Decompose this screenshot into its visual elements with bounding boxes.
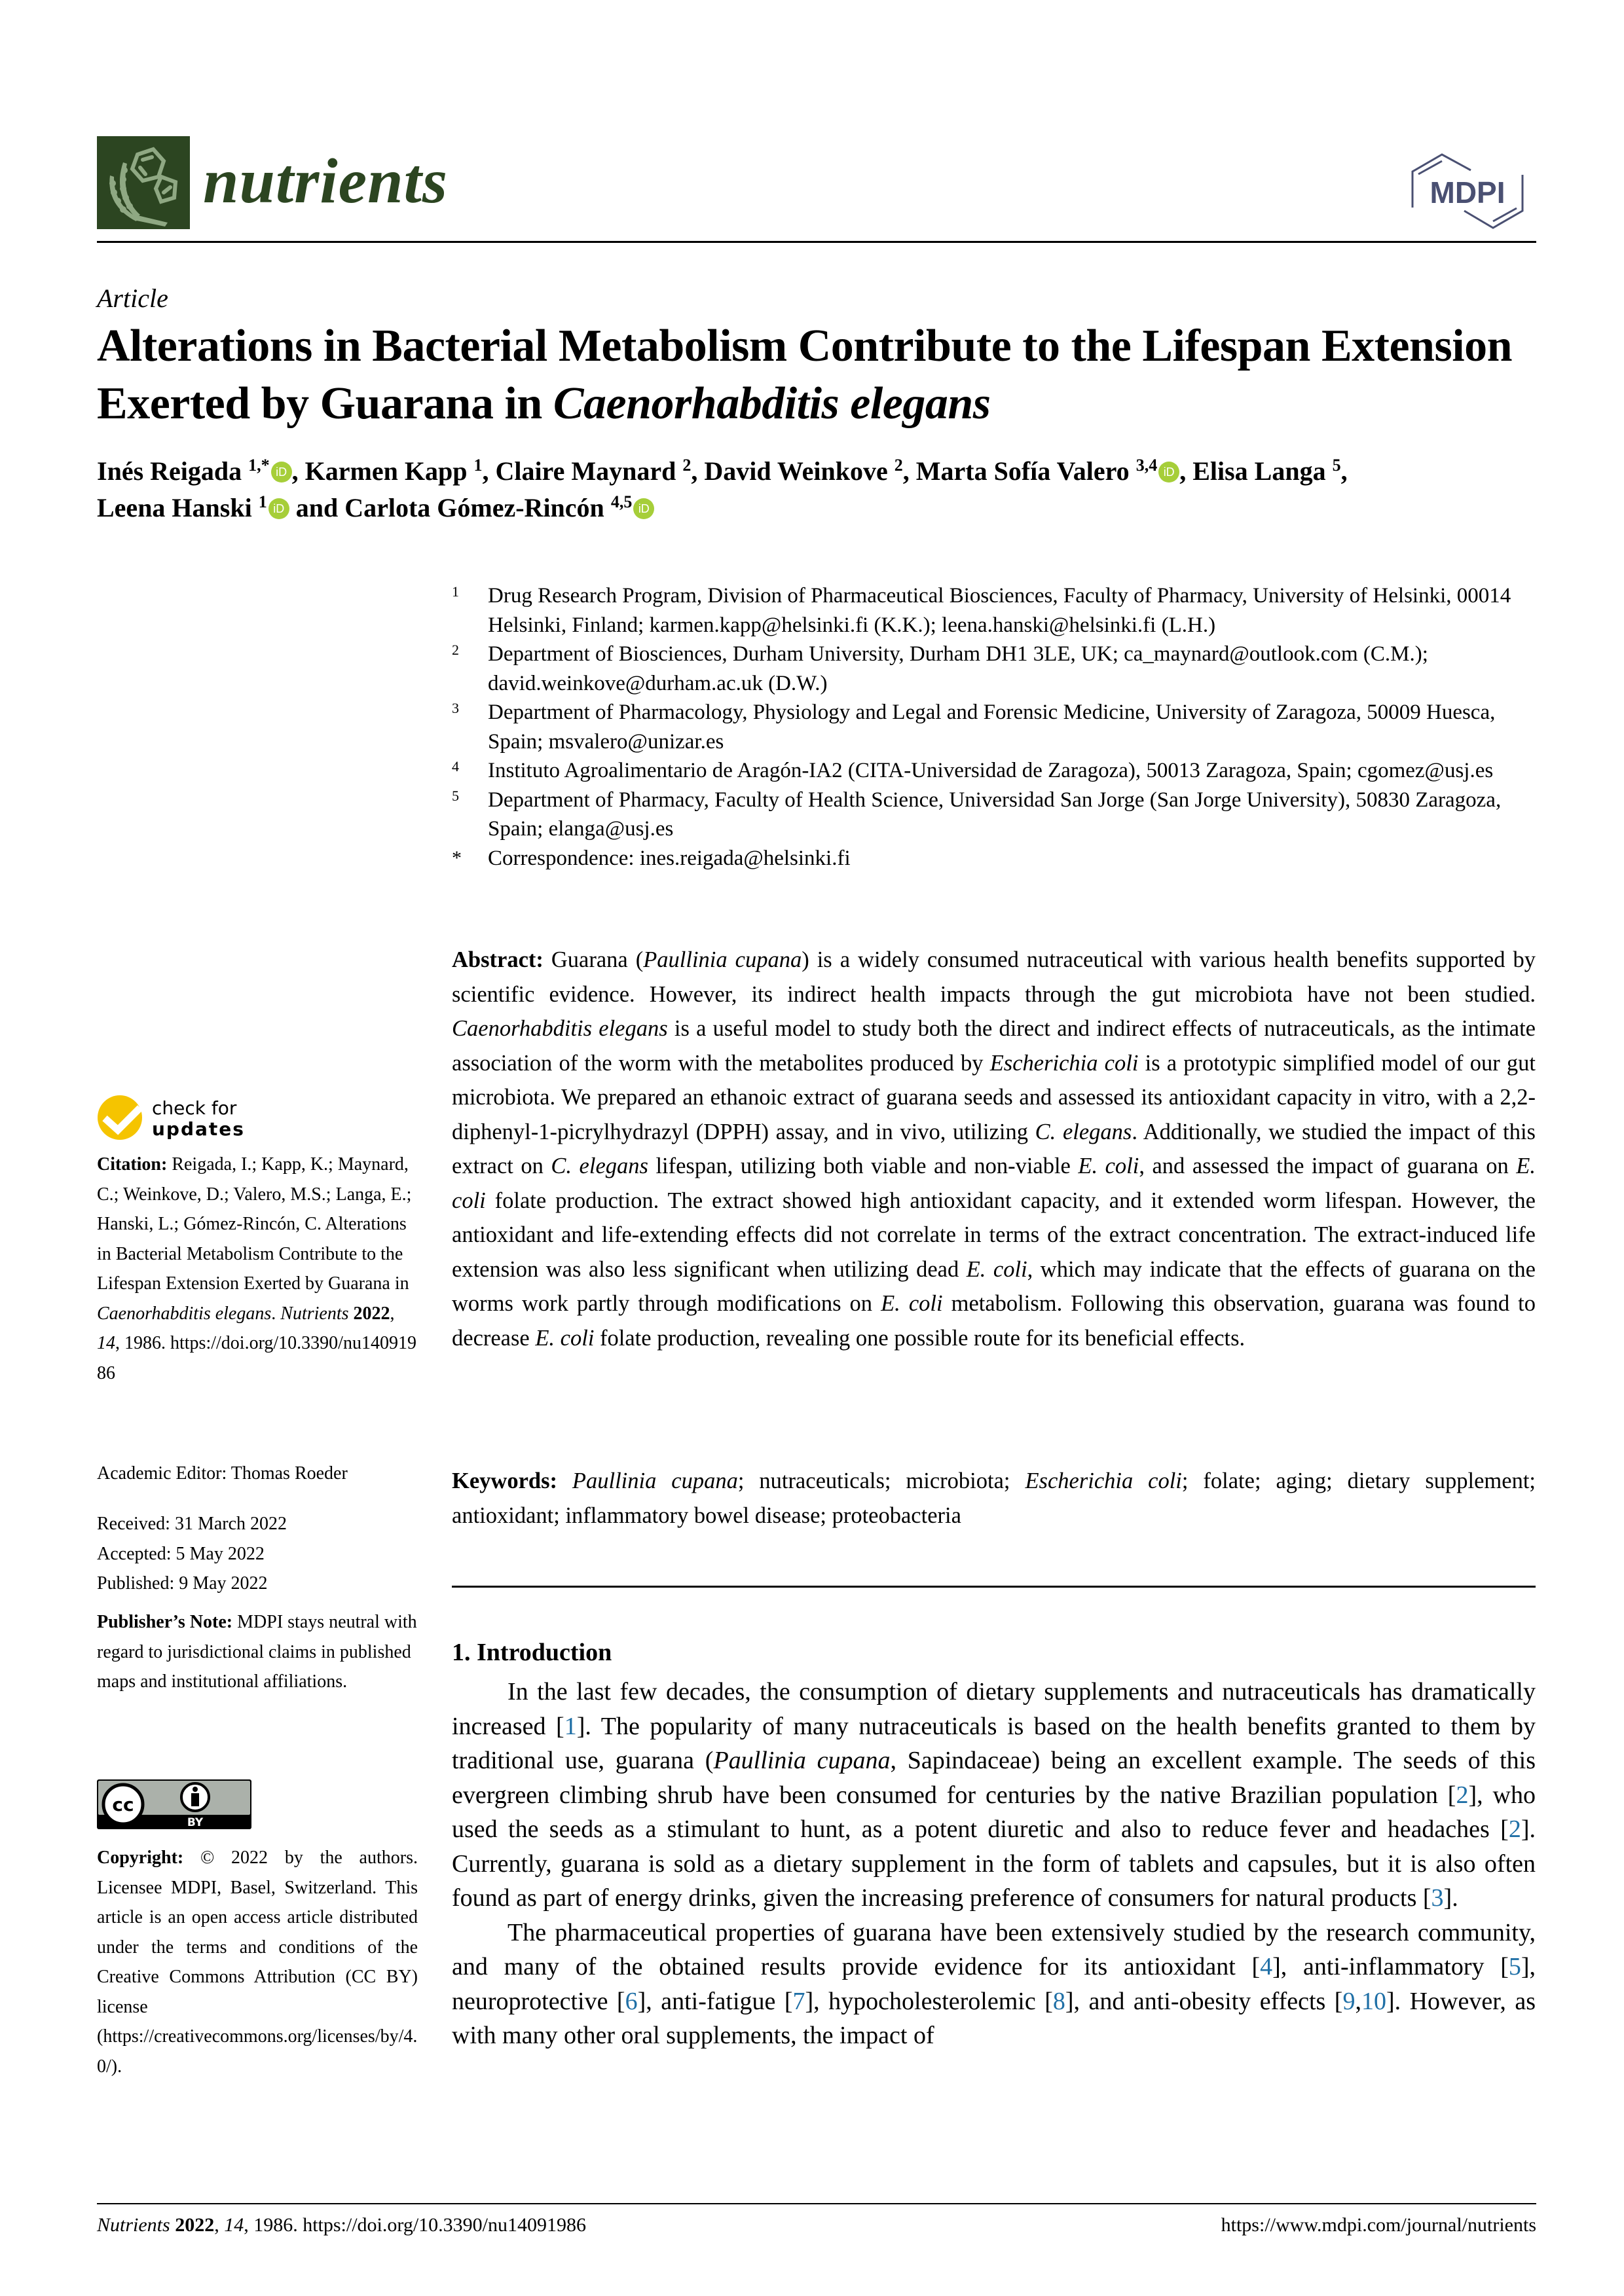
footer-divider: [97, 2203, 1536, 2204]
reference-link[interactable]: 7: [792, 1987, 805, 2015]
author-affil: 1: [258, 492, 267, 511]
introduction-paragraph: In the last few decades, the consumption of dietary supplements and nutraceuticals has dramatically increased [1]. The popularity of many nutraceuticals is based on the health benefits granted to them by traditional use, guarana (Paullinia cupana, Sapindaceae) being an excellent example. The seeds of this evergreen climbing shrub have been consumed for centuries by the native Brazilian population [2], who used the seeds as a stimulant to hunt, as a potent diuretic and also to reduce fever and headaches [2]. Currently, guarana is sold as a dietary supplement in the form of tablets and capsules, but it is also often found as part of energy drinks, given the increasing preference of consumers for natural products [3].: [452, 1678, 1536, 1912]
cc-by-license-badge[interactable]: [97, 1779, 251, 1829]
author-list: Inés Reigada $^{1,*}$ iD , Karmen Kapp $^1$, Claire Maynard $^2$, David Weinkove $^2$, Marta Sofía Valero $^{3,4}$ iD , Elisa Langa $^5$, Leena Hanski $^1$ iD and Carlota Gómez-Rincón $^{4,5}$ iD: [97, 456, 1348, 522]
attribution-person-icon: [181, 1783, 209, 1811]
italic-term: C. elegans: [551, 1154, 648, 1178]
affiliation-text: Instituto Agroalimentario de Aragón-IA2 (CITA-Universidad de Zaragoza), 50013 Zaragoza, Spain; cgomez@usj.es: [488, 759, 1494, 782]
journal-name: nutrients: [203, 146, 448, 217]
reference-link[interactable]: 1: [564, 1712, 577, 1740]
reference-link[interactable]: 9: [1342, 1987, 1356, 2015]
copyright-label: Copyright:: [97, 1848, 184, 1868]
affiliation-item: [452, 698, 1539, 756]
citation-species: Caenorhabditis elegans: [97, 1303, 272, 1324]
academic-editor: Academic Editor: Thomas Roeder: [97, 1463, 348, 1484]
published-date: Published: 9 May 2022: [97, 1573, 268, 1594]
affiliation-item: [452, 786, 1539, 844]
received-date: Received: 31 March 2022: [97, 1514, 287, 1534]
mdpi-logo-text: MDPI: [1430, 175, 1505, 210]
keywords-text: Paullinia cupana; nutraceuticals; microbiota; Escherichia coli; folate; aging; dietary supplement; antioxidant; inflammatory bowel disease; proteobacteria: [452, 1468, 1536, 1528]
introduction-paragraph: The pharmaceutical properties of guarana have been extensively studied by the research community, and many of the obtained results provide evidence for its antioxidant [4], anti-inflammatory [5], neuroprotective [6], anti-fatigue [7], hypocholesterolemic [8], and anti-obesity effects [9,10]. However, as with many other oral supplements, the impact of: [452, 1918, 1536, 2049]
cc-icon: [103, 1785, 143, 1824]
mdpi-hexagon-icon: [1408, 152, 1526, 230]
introduction-body: [452, 1675, 1536, 2053]
author-name[interactable]: Marta Sofía Valero: [915, 456, 1130, 486]
citation-doi-link[interactable]: https://doi.org/10.3390/nu14091986: [97, 1333, 416, 1383]
citation-block: Citation: Reigada, I.; Kapp, K.; Maynard, C.; Weinkove, D.; Valero, M.S.; Langa, E.; Hanski, L.; Gómez-Rincón, C. Alterations in Bacterial Metabolism Contribute to the Lifespan Extension Exerted by Guarana in Caenorhabditis elegans. Nutrients 2022, 14, 1986. https://doi.org/10.3390/nu14091986: [97, 1154, 416, 1383]
affiliations: [452, 581, 1539, 873]
author-affil: 1,*: [248, 456, 270, 475]
reference-link[interactable]: 10: [1361, 1987, 1386, 2015]
copyright-text: © 2022 by the authors. Licensee MDPI, Basel, Switzerland. This article is an open access article distributed under the terms and conditions of the Creative Commons Attribution (CC BY) license (https://creativecommons.org/licenses/by/4.0/).: [97, 1848, 418, 2077]
italic-term: Escherichia coli: [1025, 1468, 1182, 1493]
title-species: Caenorhabditis elegans: [553, 378, 991, 429]
italic-term: Caenorhabditis elegans: [452, 1016, 668, 1041]
author-name[interactable]: Elisa Langa: [1192, 456, 1326, 486]
publisher-note: [97, 1607, 418, 1697]
article-title: [97, 318, 1538, 433]
reference-link[interactable]: 5: [1508, 1953, 1521, 1980]
journal-logo: [97, 136, 190, 229]
section-heading-introduction: 1. Introduction: [452, 1639, 612, 1666]
italic-term: Paullinia cupana: [643, 947, 802, 972]
affiliation-number: *: [452, 847, 462, 869]
affiliation-number: 5: [452, 787, 459, 804]
footer-journal: Nutrients: [97, 2214, 170, 2236]
publisher-note-label: Publisher’s Note:: [97, 1612, 233, 1632]
author-connector: and: [295, 493, 339, 522]
keywords: [452, 1464, 1536, 1533]
citation-year: 2022: [353, 1303, 390, 1324]
wheat-molecule-icon: [97, 136, 190, 229]
affiliation-number: 1: [452, 583, 459, 600]
affiliation-number: 4: [452, 758, 459, 774]
mdpi-logo: [1408, 152, 1526, 230]
affiliation-item: [452, 640, 1539, 698]
affiliation-text: Department of Pharmacology, Physiology and Legal and Forensic Medicine, University of Zaragoza, 50009 Huesca, Spain; msvalero@unizar.es: [488, 701, 1496, 754]
affiliation-number: 2: [452, 642, 459, 658]
check-for-updates-button[interactable]: [97, 1095, 280, 1140]
header-divider: [97, 241, 1536, 243]
abstract: [452, 943, 1536, 1355]
citation-label: Citation:: [97, 1154, 168, 1175]
check-for-label: check for: [152, 1097, 237, 1119]
reference-link[interactable]: 3: [1431, 1884, 1444, 1912]
by-label: BY: [187, 1816, 204, 1829]
footer-year: 2022: [175, 2214, 215, 2236]
italic-term: Paullinia cupana: [713, 1747, 891, 1774]
accepted-date: Accepted: 5 May 2022: [97, 1543, 265, 1564]
citation-punct: .: [271, 1303, 281, 1324]
publication-dates: [97, 1509, 418, 1599]
italic-term: E. coli: [881, 1291, 943, 1316]
orcid-icon[interactable]: iD: [268, 498, 289, 519]
author-affil: 3,4: [1135, 456, 1158, 475]
publisher-note-text: MDPI stays neutral with regard to jurisdictional claims in published maps and institutional affiliations.: [97, 1612, 417, 1692]
affiliation-text: Department of Biosciences, Durham University, Durham DH1 3LE, UK; ca_maynard@outlook.com (C.M.); david.weinkove@durham.ac.uk (D.W.): [488, 642, 1428, 695]
orcid-icon[interactable]: iD: [271, 462, 292, 483]
copyright-notice: [97, 1843, 418, 2081]
italic-term: E. coli: [452, 1154, 1536, 1213]
footer-doi-link[interactable]: , 1986. https://doi.org/10.3390/nu14091986: [244, 2214, 586, 2236]
reference-link[interactable]: 2: [1456, 1781, 1469, 1809]
updates-label: updates: [152, 1118, 245, 1140]
citation-volume: 14: [97, 1333, 115, 1353]
reference-link[interactable]: 4: [1260, 1953, 1273, 1980]
footer-citation: Nutrients 2022, 14, 1986. https://doi.org/10.3390/nu14091986: [97, 2214, 586, 2236]
footer-journal-link[interactable]: https://www.mdpi.com/journal/nutrients: [1221, 2214, 1536, 2236]
author-name[interactable]: Inés Reigada: [97, 456, 242, 486]
reference-link[interactable]: 6: [625, 1987, 638, 2015]
checkmark-icon: [98, 1095, 142, 1140]
author-name[interactable]: Karmen Kapp: [304, 456, 468, 486]
italic-term: E. coli: [1078, 1154, 1139, 1178]
italic-term: Paullinia cupana: [572, 1468, 738, 1493]
keywords-label: Keywords:: [452, 1468, 557, 1493]
citation-text: Reigada, I.; Kapp, K.; Maynard, C.; Weinkove, D.; Valero, M.S.; Langa, E.; Hanski, L.; Gómez-Rincón, C. Alterations in Bacterial Metabolism Contribute to the Lifespan Extension Exerted by Guarana in: [97, 1154, 412, 1294]
abstract-label: Abstract:: [452, 947, 544, 972]
article-type: Article: [97, 283, 168, 313]
section-divider: [452, 1586, 1536, 1588]
title-text: Alterations in Bacterial Metabolism Contribute to the Lifespan Extension Exerted by Guarana in: [97, 321, 1513, 429]
affiliation-text: Department of Pharmacy, Faculty of Health Science, Universidad San Jorge (San Jorge University), 50830 Zaragoza, Spain; elanga@usj.es: [488, 788, 1502, 841]
footer-volume: 14: [224, 2214, 244, 2236]
author-name[interactable]: Leena Hanski: [97, 493, 252, 522]
affiliation-number: 3: [452, 700, 459, 716]
correspondence: [452, 844, 1539, 873]
author-name[interactable]: Carlota Gómez-Rincón: [344, 493, 604, 522]
author-name[interactable]: David Weinkove: [704, 456, 888, 486]
reference-link[interactable]: 2: [1508, 1815, 1521, 1843]
citation-journal: Nutrients: [280, 1303, 349, 1324]
author-name[interactable]: Claire Maynard: [495, 456, 676, 486]
abstract-text: Guarana (Paullinia cupana) is a widely consumed nutraceutical with various health benefits supported by scientific evidence. However, its indirect health impacts through the gut microbiota have not been studied. Caenorhabditis elegans is a useful model to study both the direct and indirect effects of nutraceuticals, as the intimate association of the worm with the metabolites produced by Escherichia coli is a prototypic simplified model of our gut microbiota. We prepared an ethanoic extract of guarana seeds and assessed its antioxidant capacity in vitro, with a 2,2-diphenyl-1-picrylhydrazyl (DPPH) assay, and in vivo, utilizing C. elegans. Additionally, we studied the impact of this extract on C. elegans lifespan, utilizing both viable and non-viable E. coli, and assessed the impact of guarana on E. coli folate production. The extract showed high antioxidant capacity, and it extended worm lifespan. However, the antioxidant and life-extending effects did not correlate in terms of the extract concentration. The extract-induced life extension was also less significant when utilizing dead E. coli, which may indicate that the effects of guarana on the worms work partly through modifications on E. coli metabolism. Following this observation, guarana was found to decrease E. coli folate production, revealing one possible route for its beneficial effects.: [452, 947, 1536, 1351]
reference-link[interactable]: 8: [1052, 1987, 1065, 2015]
author-affil: 4,5: [610, 492, 633, 511]
italic-term: C. elegans: [1035, 1119, 1132, 1144]
italic-term: E. coli: [966, 1256, 1027, 1282]
author-affil: 2: [894, 456, 903, 475]
author-affil: 2: [682, 456, 692, 475]
correspondence-text: Correspondence: ines.reigada@helsinki.fi: [488, 846, 851, 870]
affiliation-item: [452, 756, 1539, 786]
author-affil: 5: [1332, 456, 1341, 475]
citation-article-number: , 1986.: [115, 1333, 166, 1353]
italic-term: E. coli: [535, 1325, 595, 1351]
orcid-icon[interactable]: iD: [633, 498, 654, 519]
affiliation-text: Drug Research Program, Division of Pharmaceutical Biosciences, Faculty of Pharmacy, University of Helsinki, 00014 Helsinki, Finland; karmen.kapp@helsinki.fi (K.K.); leena.hanski@helsinki.fi (L.H.): [488, 584, 1511, 637]
affiliation-item: [452, 581, 1539, 640]
author-affil: 1: [473, 456, 483, 475]
svg-text:cc: cc: [112, 1794, 134, 1815]
orcid-icon[interactable]: iD: [1158, 462, 1179, 483]
italic-term: Escherichia coli: [989, 1050, 1139, 1076]
